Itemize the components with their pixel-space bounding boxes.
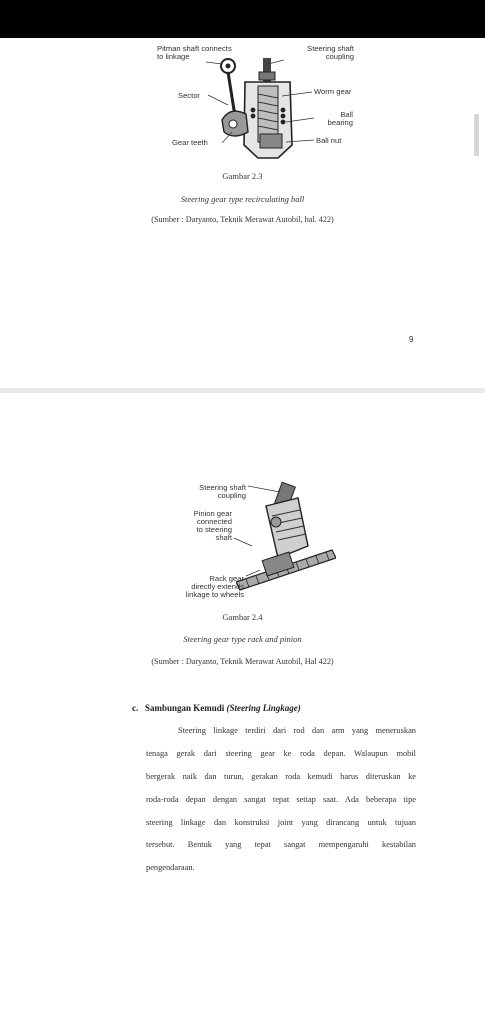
caption-title-fig-2-3: Steering gear type recirculating ball [180, 194, 305, 204]
label-rack-line1: Rack gear [209, 574, 244, 583]
leader-lines-fig-2-3 [150, 50, 360, 155]
section-heading [132, 703, 301, 713]
caption-number-fig-2-3: Gambar 2.3 [222, 171, 263, 181]
leader-lines-fig-2-4 [230, 480, 290, 590]
label-coupling-line2: coupling [325, 52, 354, 61]
label-pinion-line4: shaft [215, 533, 232, 542]
paragraph-line-5: steering linkage dan konstruksi joint yang dirancang untuk tujuan [146, 818, 416, 827]
label-pinion-line2: connected [196, 517, 232, 526]
paragraph-line-6: tersebut. Bentuk yang tepat sangat mempengaruhi kestabilan [146, 840, 416, 849]
scrollbar-thumb[interactable] [474, 114, 479, 156]
label-rack-line2: directly extends [191, 582, 244, 591]
section-letter: c. [132, 703, 139, 713]
paragraph-line-3: bergerak naik dan turun, gerakan roda kemudi harus diteruskan ke [146, 772, 416, 781]
top-status-bar [0, 0, 485, 38]
label-coupling2-line1: Steering shaft [199, 483, 246, 492]
label-pinion-gear [190, 510, 232, 542]
label-ball-nut: Ball nut [316, 136, 342, 145]
page-number: 9 [409, 335, 414, 344]
caption-source-fig-2-3: (Sumber : Daryanto, Teknik Merawat Autobil, hal. 422) [151, 215, 334, 224]
label-pinion-line3: to steering [196, 525, 232, 534]
section-title: Sambungan Kemudi [145, 703, 225, 713]
caption-number-fig-2-4: Gambar 2.4 [222, 612, 263, 622]
label-ball-line1: Ball [340, 110, 353, 119]
label-coupling2-line2: coupling [217, 491, 246, 500]
label-gear-teeth: Gear teeth [172, 138, 208, 147]
section-title-italic: (Steering Lingkage) [226, 703, 301, 713]
paragraph-line-2: tenaga gerak dari steering gear ke roda depan. Walaupun mobil [146, 749, 416, 758]
label-worm-gear: Worm gear [314, 87, 352, 96]
caption-source-fig-2-4: (Sumber : Daryanto, Teknik Merawat Autobil, Hal 422) [151, 657, 334, 666]
paragraph-line-4: roda-roda depan dengan sangat tepat setiap saat. Ada beberapa tipe [146, 795, 416, 804]
paragraph-line-1: Steering linkage terdiri dari rod dan arm yang meneruskan [178, 726, 416, 735]
label-sector: Sector [178, 91, 200, 100]
label-pinion-line1: Pinion gear [193, 509, 232, 518]
label-pitman-line1: Pitman shaft connects [157, 44, 232, 53]
caption-title-fig-2-4: Steering gear type rack and pinion [183, 634, 302, 644]
label-rack-line3: linkage to wheels [185, 590, 244, 599]
label-pitman-line2: to linkage [157, 52, 190, 61]
paragraph-line-7: pengendaraan. [146, 863, 195, 872]
label-ball-line2: bearing [327, 118, 353, 127]
label-coupling-line1: Steering shaft [307, 44, 354, 53]
